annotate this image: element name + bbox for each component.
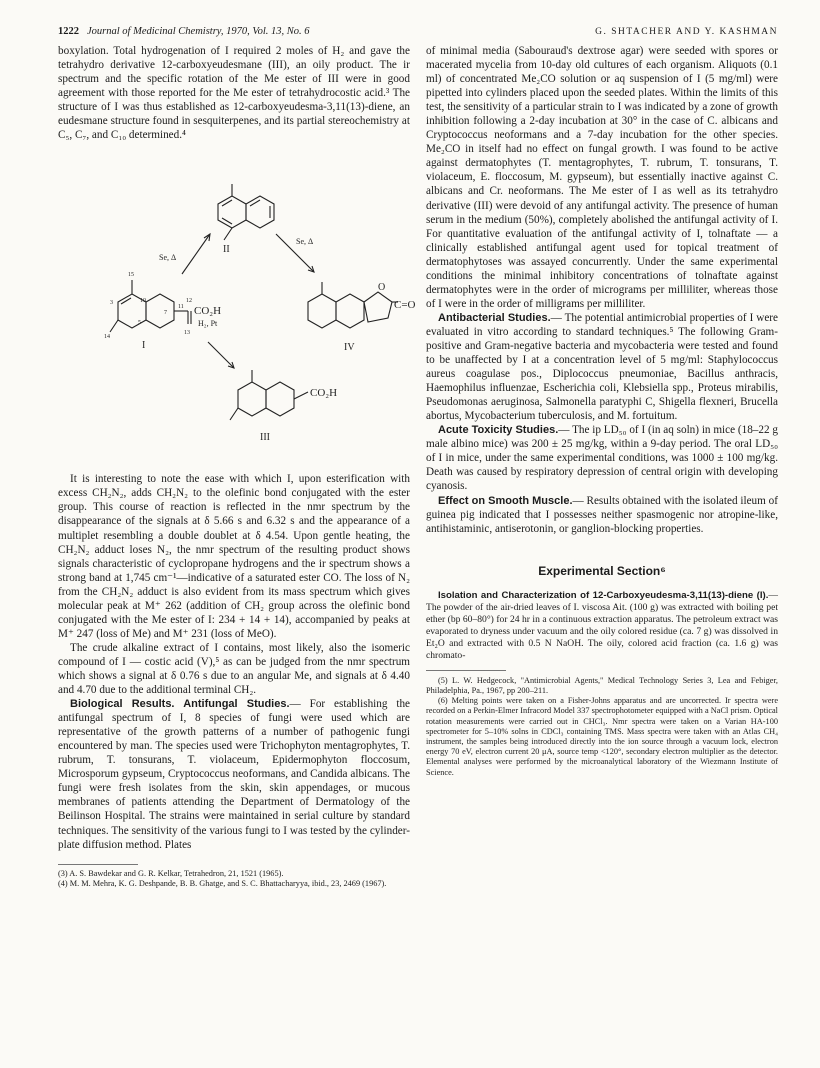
- text-smooth-muscle: — Results obtained with the isolated ileum of guinea pig indicated that I possesses neither spasmogenic nor atropine-like, antihistaminic, antiserotonin, or ganglion-blocking properties.: [426, 494, 778, 535]
- reaction-scheme-svg: [58, 142, 416, 472]
- running-head-left: [58, 26, 310, 37]
- co2h-iii: CO₂H: [310, 387, 338, 400]
- running-head: [58, 26, 778, 42]
- reagent-se-left: Se, Δ: [159, 253, 177, 263]
- atom-num-13: 13: [184, 330, 190, 337]
- footnote-3: (3) A. S. Bawdekar and G. R. Kelkar, Tetrahedron, 21, 1521 (1965).: [58, 868, 284, 878]
- text-isolation: —The powder of the air-dried leaves of I. viscosa Ait. (100 g) was extracted with boiling pet ether (bp 60–80°) for 24 hr in a continuous extraction apparatus. The petroleum extract was evaporated to dryness under vacuum and the oily colored residue (ca. 7 g) was dissolved in Et₂O and extracted with 0.5 N NaOH. The oily, colored acid fraction (ca. 1.6 g) was chromato-: [426, 589, 778, 661]
- atom-num-15: 15: [128, 272, 134, 279]
- footnote-6: (6) Melting points were taken on a Fisher-Johns apparatus and are uncorrected. Ir spectra were recorded on a Perkin-Elmer Infracord Model 337 spectrophotometer equipped with a NaCl prism. Optical rotation measurements were carried out in CHCl₃. Nmr spectra were taken on a Varian HA-100 spectrometer for 5–10% solns in CDCl₃ containing TMS. Mass spectra were taken with an Atlas CH₄ instrument, the samples being introduced directly into the ion source through a vacuum lock, electron energy 70 eV, electron current 20 μA, source temp <120°, secondary electron multiplier as the detector. Elemental analyses were performed by the microanalytical laboratory of the Wiezmann Institute of Science.: [426, 696, 778, 777]
- atom-num-3: 3: [110, 300, 113, 307]
- atom-num-5: 5: [138, 320, 141, 327]
- footnotes-left: [58, 864, 410, 890]
- heading-antibacterial: Antibacterial Studies.: [438, 311, 551, 324]
- o-atom: O: [378, 282, 386, 294]
- compound-ii-structure: [218, 184, 274, 240]
- text-antibacterial: — The potential antimicrobial properties of I were evaluated in vitro according to standard techniques.⁵ The following Gram-positive and Gram-negative bacteria and mycobacteria were tested and found to be unaffected by I at a concentration level of 5 mg/ml: Staphylococcus aureus coagulase pos., Diplococcus pneumoniae, Bacillus anthracis, Haemophilus influenzae, Escherichia coli, Klebsiella spp., Proteus mirabilis, Pseudomonas aeruginosa, Salmonella paratyphi C, Shigella flexneri, Brucella abortus, Mycobacterium tuberculosis, and M. fortuitum.: [426, 311, 778, 423]
- paragraph-biological: [58, 697, 410, 852]
- page-number: 1222: [58, 26, 79, 37]
- paragraph-crude-extract: The crude alkaline extract of I contains, most likely, also the isomeric compound of I — costic acid (V),⁵ as can be judged from the nmr spectrum which shows a signal at δ 0.76 s due to an angular Me, and signals at δ 4.40 and 4.70 due to the additional terminal CH₂.: [58, 641, 410, 697]
- text-biological: — For establishing the antifungal spectrum of I, 8 species of fungi were used which are representative of the growth patterns of a number of pathogenic fungi encountered by man. The species used were Trichophyton mentagrophytes, T. rubrum, T. tonsurans, T. violaceum, Epidermophyton floccosum, Microsporum gypseum, Cryptococcus neoformans, and Candida albicans. The fungi were fresh isolates from the skin, skin appendages, or mucous membranes of patients attending the Department of Dermatology of the Beilinson Hospital. The strains were maintained in serial culture by standard techniques. The sensitivity of the various fungi to I was tested by the cylinder-plate diffusion method. Plates: [58, 698, 411, 851]
- footnotes-right: [426, 670, 778, 778]
- journal-citation: Journal of Medicinal Chemistry, 1970, Vol. 13, No. 6: [87, 26, 310, 37]
- atom-num-7: 7: [164, 310, 167, 317]
- atom-num-12: 12: [186, 298, 192, 305]
- atom-num-11: 11: [178, 304, 184, 311]
- heading-smooth-muscle: Effect on Smooth Muscle.: [438, 494, 573, 507]
- label-i: I: [142, 340, 146, 352]
- text-toxicity: — The ip LD₅₀ of I (in aq soln) in mice (18–22 g male albino mice) was 200 ± 25 mg/kg, within a 9-day period. The oral LD₅₀ of I in mice, under the same experimental conditions, was 1000 ± 100 mg/kg. Death was caused by respiratory depression of central origin with developing cyanosis.: [426, 424, 779, 493]
- label-iv: IV: [344, 342, 355, 354]
- arrow-i-to-ii: [182, 234, 210, 274]
- co2h-i: CO₂H: [194, 305, 222, 318]
- running-head-authors: G. SHTACHER AND Y. KASHMAN: [595, 27, 778, 37]
- reagent-se-right: Se, Δ: [296, 237, 314, 247]
- atom-num-14: 14: [104, 334, 110, 341]
- experimental-isolation: [426, 590, 778, 662]
- paragraph-media: of minimal media (Sabouraud's dextrose agar) were seeded with spores or macerated mycelia from 10-day old cultures of each organism. Aliquots (0.1 ml) of concentrated Me₂CO solution or aq suspension of I (5 mg/ml) were pipetted into cylinders placed upon the seeded plates. Within the limits of this test, the sensitivity of a particular strain to I was indicated by a zone of growth inhibition following a 2-day incubation at 30° in the case of C. albicans and Cryptococcus neoformans and a 7-day incubation for the other species. Me₂CO in itself had no effect on fungal growth. I was found to be active against dermatophytes (T. mentagrophytes, T. rubrum, T. tonsurans, T. violaceum, E. floccosum, M. gypseum), but essentially inactive against C. albicans and Cr. neoformans. The Me ester of I as well as its tetrahydro derivative (III) were devoid of any antifungal activity. The presence of human serum in the medium (50%), completely abolished the antifungal activity of I. For quantitative evaluation of the antifungal activity of I, tolnaftate — a clinically established antifungal agent used for topical treatment of dermatophytoses was assayed concurrently. Under the same experimental conditions the minimal inhibitory concentrations of tolnaftate against dermatophytes were in the order of micrograms per milliliter, whereas those of I were in the order of milligrams per milliliter.: [426, 45, 778, 310]
- reaction-scheme: [58, 142, 416, 472]
- label-iii: III: [260, 432, 270, 444]
- footnote-rule: [58, 864, 138, 865]
- experimental-section-heading: Experimental Section⁶: [538, 563, 666, 578]
- heading-isolation: Isolation and Characterization of 12-Carboxyeudesma-3,11(13)-diene (I).: [438, 589, 769, 601]
- left-column: [58, 44, 416, 890]
- label-ii: II: [223, 244, 230, 256]
- experimental-paragraph: [426, 590, 778, 662]
- heading-biological: Biological Results. Antifungal Studies.: [70, 698, 290, 711]
- paragraph-antibacterial: [426, 311, 778, 423]
- right-column: [426, 44, 778, 778]
- reagent-h2-pt: H₂, Pt: [198, 319, 218, 329]
- footnote-4: (4) M. M. Mehra, K. G. Deshpande, B. B. Ghatge, and S. C. Bhattacharyya, ibid., 23, 2469 (1967).: [58, 879, 387, 889]
- c-o-group: C=O: [394, 299, 416, 312]
- paragraph-ch2n2: It is interesting to note the ease with which I, upon esterification with excess CH₂N₂, adds CH₂N₂ to the olefinic bond conjugated with the ester group. This course of reaction is reflected in the nmr spectrum by the disappearance of the signals at δ 5.66 s and 6.32 s and the appearance of a multiplet resembling a double doublet at δ 4.54. Upon gentle heating, the CH₂N₂ adduct loses N₂, the nmr spectrum of the resulting product shows signals characteristic of cyclopropane hydrogens and the ir spectrum shows a strong band at 1,745 cm⁻¹—indicative of a saturated ester CO. The loss of N₂ from the CH₂N₂ adduct is also evident from its mass spectrum which gives molecular peak at M⁺ 262 (addition of CH₂ group across the olefinic bond conjugated with the Me ester of I: 234 + 14 + 14), accompanied by peaks at M⁺ 247 (loss of Me) and M⁺ 231 (loss of MeO).: [58, 473, 410, 640]
- footnote-5: (5) L. W. Hedgecock, "Antimicrobial Agents," Medical Technology Series 3, Lea and Febiger, Philadelphia, Pa., 1967, pp 200–211.: [426, 675, 778, 695]
- paragraph-toxicity: [426, 423, 778, 493]
- compound-iii-structure: [230, 370, 308, 420]
- heading-toxicity: Acute Toxicity Studies.: [438, 424, 559, 437]
- arrow-i-to-iii: [208, 342, 234, 368]
- paragraph-smooth-muscle: [426, 494, 778, 536]
- footnote-rule-right: [426, 670, 506, 671]
- paragraph-hydrogenation: boxylation. Total hydrogenation of I required 2 moles of H₂ and gave the tetrahydro derivative 12-carboxyeudesmane (III), an oily product. The ir spectrum and the specific rotation of the Me ester of III were in good agreement with those reported for the Me ester of tetrahydrocostic acid.³ The structure of I was thus established as 12-carboxyeudesma-3,11(13)-diene, an eudesmane structure found in sesquiterpenes, and its partial stereochemistry at C₅, C₇, and C₁₀ determined.⁴: [58, 45, 410, 142]
- atom-num-10: 10: [140, 298, 146, 305]
